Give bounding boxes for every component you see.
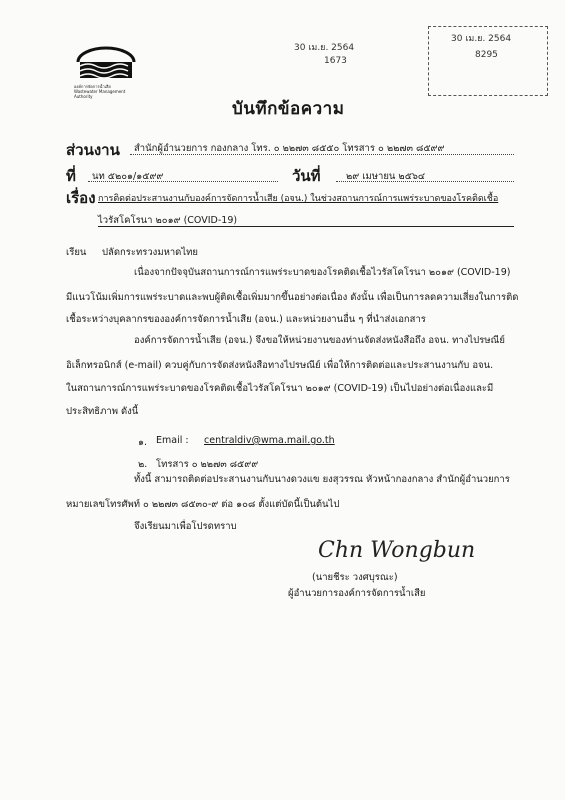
- subject-label: เรื่อง: [66, 189, 96, 207]
- date-label: วันที่: [292, 167, 321, 185]
- department-label: ส่วนงาน: [66, 141, 120, 159]
- paragraph1-line3: เชื้อระหว่างบุคลากรขององค์การจัดการน้ำเสีย (อจน.) และหน่วยงานอื่น ๆ ที่นำส่งเอกสาร: [66, 314, 426, 325]
- date-value: ๒๙ เมษายน ๒๕๖๔: [346, 171, 426, 182]
- subject-line-2: ไวรัสโคโรนา ๒๐๑๙ (COVID-19): [98, 215, 238, 226]
- closing-text: จึงเรียนมาเพื่อโปรดทราบ: [134, 521, 237, 532]
- receipt-stamp-right: [428, 26, 548, 96]
- paragraph2-line3: ในสถานการณ์การแพร่ระบาดของโรคติดเชื้อไวรัสโคโรนา ๒๐๑๙ (COVID-19) เป็นไปอย่างต่อเนื่องและมี: [66, 383, 494, 394]
- salutation-value: ปลัดกระทรวงมหาดไทย: [102, 247, 198, 258]
- date-dotted-line: [336, 181, 514, 182]
- wave-emblem-icon: [76, 46, 136, 80]
- department-dotted-line: [130, 154, 514, 155]
- signatory-name: (นายชีระ วงศบุรณะ): [312, 572, 398, 583]
- subject-separator: [98, 226, 514, 227]
- paragraph3-line2: หมายเลขโทรศัพท์ ๐ ๒๒๗๓ ๘๕๓๐-๙ ต่อ ๑๐๘ ตั้งแต่บัดนี้เป็นต้นไป: [66, 499, 340, 510]
- subject-line-1: การติดต่อประสานงานกับองค์การจัดการน้ำเสีย (อจน.) ในช่วงสถานการณ์การแพร่ระบาดของโรคติดเชื้อ: [98, 194, 499, 204]
- paragraph3-line1: ทั้งนี้ สามารถติดต่อประสานงานกับนางดวงแข ยงสุวรรณ หัวหน้ากองกลาง สำนักผู้อำนวยการ: [134, 474, 510, 485]
- receipt-stamp-left: [272, 42, 354, 68]
- stamp-left-date: 30 เม.ย. 2564: [294, 43, 355, 53]
- paragraph1-line1: เนื่องจากปัจจุบันสถานการณ์การแพร่ระบาดของโรคติดเชื้อไวรัสโคโรนา ๒๐๑๙ (COVID-19): [134, 267, 511, 278]
- item1-number: ๑.: [138, 437, 148, 448]
- item1-email-link[interactable]: centraldiv@wma.mail.go.th: [204, 435, 335, 446]
- paragraph2-line4: ประสิทธิภาพ ดังนี้: [66, 406, 139, 417]
- salutation-label: เรียน: [66, 247, 87, 258]
- handwritten-signature: Chn Wongbun: [318, 538, 476, 563]
- department-value: สำนักผู้อำนวยการ กองกลาง โทร. ๐ ๒๒๗๓ ๘๕๕๐ โทรสาร ๐ ๒๒๗๓ ๘๕๙๙: [134, 143, 445, 154]
- logo-caption-line2: Authority: [74, 94, 93, 99]
- paragraph2-line2: อิเล็กทรอนิกส์ (e-mail) ควบคู่กับการจัดส่งหนังสือทางไปรษณีย์ เพื่อให้การติดต่อและประสานงานกับ อจน.: [66, 360, 494, 371]
- stamp-right-date: 30 เม.ย. 2564: [451, 34, 512, 44]
- logo-arc-text: องค์การจัดการน้ำเสีย: [74, 84, 111, 89]
- reference-value: นท ๕๒๐๑/๑๕๙๙: [92, 171, 164, 182]
- item1-label: Email :: [156, 435, 189, 446]
- organization-logo: [70, 46, 142, 99]
- paragraph1-line2: มีแนวโน้มเพิ่มการแพร่ระบาดและพบผู้ติดเชื้อเพิ่มมากขึ้นอย่างต่อเนื่อง ดังนั้น เพื่อเป็นการลดความเสี่ยงในการติด: [66, 292, 519, 303]
- item2-text: โทรสาร ๐ ๒๒๗๓ ๘๕๙๙: [156, 459, 259, 470]
- stamp-right-number: 8295: [475, 50, 498, 60]
- stamp-left-number: 1673: [324, 56, 347, 66]
- reference-dotted-line: [88, 181, 278, 182]
- item2-number: ๒.: [138, 459, 148, 470]
- memo-title: บันทึกข้อความ: [232, 99, 345, 119]
- logo-caption-line1: Wastewater Management: [74, 89, 126, 94]
- paragraph2-line1: องค์การจัดการน้ำเสีย (อจน.) จึงขอให้หน่วยงานของท่านจัดส่งหนังสือถึง อจน. ทางไปรษณีย์: [134, 335, 505, 346]
- signatory-position: ผู้อำนวยการองค์การจัดการน้ำเสีย: [288, 588, 426, 599]
- reference-label: ที่: [66, 167, 76, 185]
